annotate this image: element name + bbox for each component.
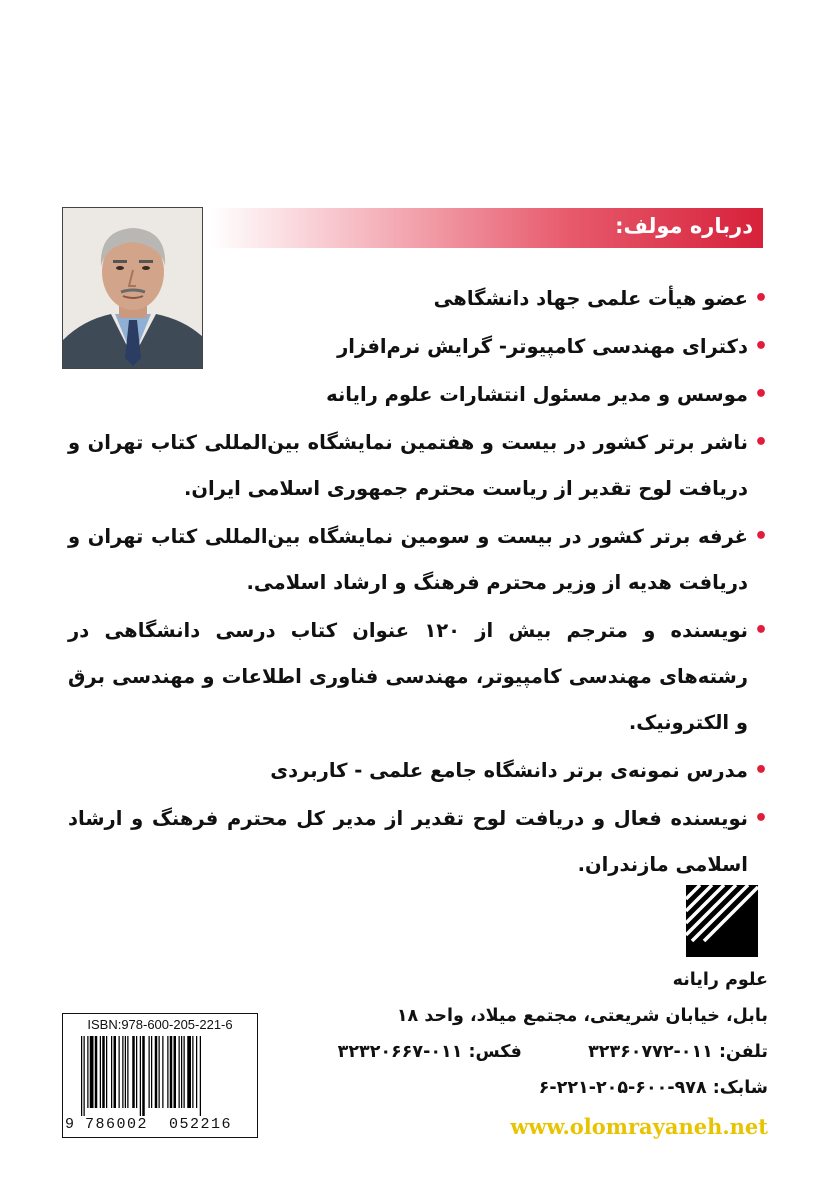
bullet-icon: • bbox=[753, 524, 768, 549]
bio-item bbox=[68, 324, 768, 370]
barcode-bar bbox=[162, 1036, 163, 1108]
bullet-icon: • bbox=[753, 382, 768, 407]
barcode-bar bbox=[136, 1036, 137, 1108]
bio-item bbox=[68, 276, 768, 322]
barcode-bar bbox=[179, 1036, 180, 1108]
isbn-number: ۹۷۸-۶۰۰-۲۰۵-۲۲۱-۶ bbox=[538, 1078, 707, 1098]
bio-text: مدرس نمونه‌ی برتر دانشگاه جامع علمی - کاربردی bbox=[270, 759, 748, 782]
barcode-bar bbox=[81, 1036, 82, 1116]
barcode-bar bbox=[196, 1036, 197, 1108]
barcode-bar bbox=[170, 1036, 173, 1108]
publisher-address: بابل، خیابان شریعتی، مجتمع میلاد، واحد ۱۸ bbox=[396, 1006, 768, 1026]
barcode-bar bbox=[167, 1036, 168, 1108]
barcode-bar bbox=[125, 1036, 126, 1108]
barcode-bar bbox=[87, 1036, 88, 1108]
about-author-banner bbox=[211, 208, 763, 248]
barcode-bar bbox=[106, 1036, 107, 1108]
barcode-bar bbox=[149, 1036, 150, 1108]
fax-label: فکس: bbox=[468, 1042, 522, 1062]
publisher-name: علوم رایانه bbox=[672, 970, 768, 990]
barcode-bar bbox=[174, 1036, 177, 1108]
publisher-logo-icon bbox=[686, 885, 758, 957]
bio-item bbox=[68, 372, 768, 418]
bullet-icon: • bbox=[753, 334, 768, 359]
bio-text: موسس و مدیر مسئول انتشارات علوم رایانه bbox=[326, 383, 748, 406]
bio-text: نویسنده و مترجم بیش از ۱۲۰ عنوان کتاب درسی دانشگاهی در رشته‌های مهندسی کامپیوتر، مهندسی فناوری اطلاعات و مهندسی برق و الکترونیک. bbox=[68, 619, 749, 734]
barcode-bar bbox=[90, 1036, 94, 1108]
barcode-bar bbox=[200, 1036, 201, 1116]
barcode-bar bbox=[95, 1036, 98, 1108]
bio-text: ناشر برتر کشور در بیست و هفتمین نمایشگاه بین‌المللی کتاب تهران و دریافت لوح تقدیر از ریاست محترم جمهوری اسلامی ایران. bbox=[68, 431, 748, 500]
barcode-bar bbox=[181, 1036, 182, 1108]
barcode-bar bbox=[192, 1036, 193, 1108]
bio-text: عضو هیأت علمی جهاد دانشگاهی bbox=[433, 287, 748, 310]
isbn-label: شابک: bbox=[712, 1078, 768, 1098]
about-author-title: درباره مولف: bbox=[615, 214, 753, 238]
barcode-bar bbox=[140, 1036, 141, 1116]
barcode-bar bbox=[102, 1036, 105, 1108]
bio-item bbox=[68, 796, 768, 888]
barcode-bar bbox=[155, 1036, 158, 1108]
bio-text: نویسنده فعال و دریافت لوح تقدیر از مدیر کل محترم فرهنگ و ارشاد اسلامی مازندران. bbox=[68, 807, 748, 876]
barcode-bar bbox=[151, 1036, 152, 1108]
bio-item bbox=[68, 514, 768, 606]
barcode-bar bbox=[122, 1036, 123, 1108]
barcode-left-digits: 786002 bbox=[85, 1116, 149, 1133]
bullet-icon: • bbox=[753, 618, 768, 643]
bullet-icon: • bbox=[753, 806, 768, 831]
bullet-icon: • bbox=[753, 758, 768, 783]
barcode-bar bbox=[184, 1036, 185, 1108]
barcode-isbn-text: ISBN:978-600-205-221-6 bbox=[87, 1017, 233, 1032]
barcode-bar bbox=[119, 1036, 120, 1108]
barcode-bar bbox=[127, 1036, 128, 1108]
author-bio-list bbox=[68, 276, 768, 890]
bio-text: دکترای مهندسی کامپیوتر- گرایش نرم‌افزار bbox=[337, 335, 748, 358]
phone-number: ۰۱۱-۳۲۳۶۰۷۷۲ bbox=[588, 1042, 713, 1062]
barcode-first-digit: 9 bbox=[65, 1116, 75, 1133]
bio-item bbox=[68, 748, 768, 794]
barcode-bar bbox=[159, 1036, 160, 1108]
publisher-website-link[interactable]: www.olomrayaneh.net bbox=[510, 1114, 768, 1139]
barcode-bar bbox=[84, 1036, 85, 1116]
bio-item bbox=[68, 420, 768, 512]
barcode-right-digits: 052216 bbox=[169, 1116, 233, 1133]
bullet-icon: • bbox=[753, 430, 768, 455]
fax-number: ۰۱۱-۳۲۳۲۰۶۶۷ bbox=[337, 1042, 463, 1062]
barcode-bar bbox=[100, 1036, 101, 1108]
bullet-icon: • bbox=[753, 286, 768, 311]
barcode-bar bbox=[187, 1036, 191, 1108]
barcode-bars bbox=[71, 1036, 251, 1116]
barcode-bar bbox=[142, 1036, 145, 1116]
barcode-bar bbox=[132, 1036, 135, 1108]
phone-label: تلفن: bbox=[718, 1042, 768, 1062]
isbn-barcode bbox=[62, 1013, 258, 1138]
bio-text: غرفه برتر کشور در بیست و سومین نمایشگاه بین‌المللی کتاب تهران و دریافت هدیه از وزیر محترم فرهنگ و ارشاد اسلامی. bbox=[68, 525, 748, 594]
barcode-bar bbox=[114, 1036, 117, 1108]
bio-item bbox=[68, 608, 768, 746]
barcode-bar bbox=[111, 1036, 112, 1108]
